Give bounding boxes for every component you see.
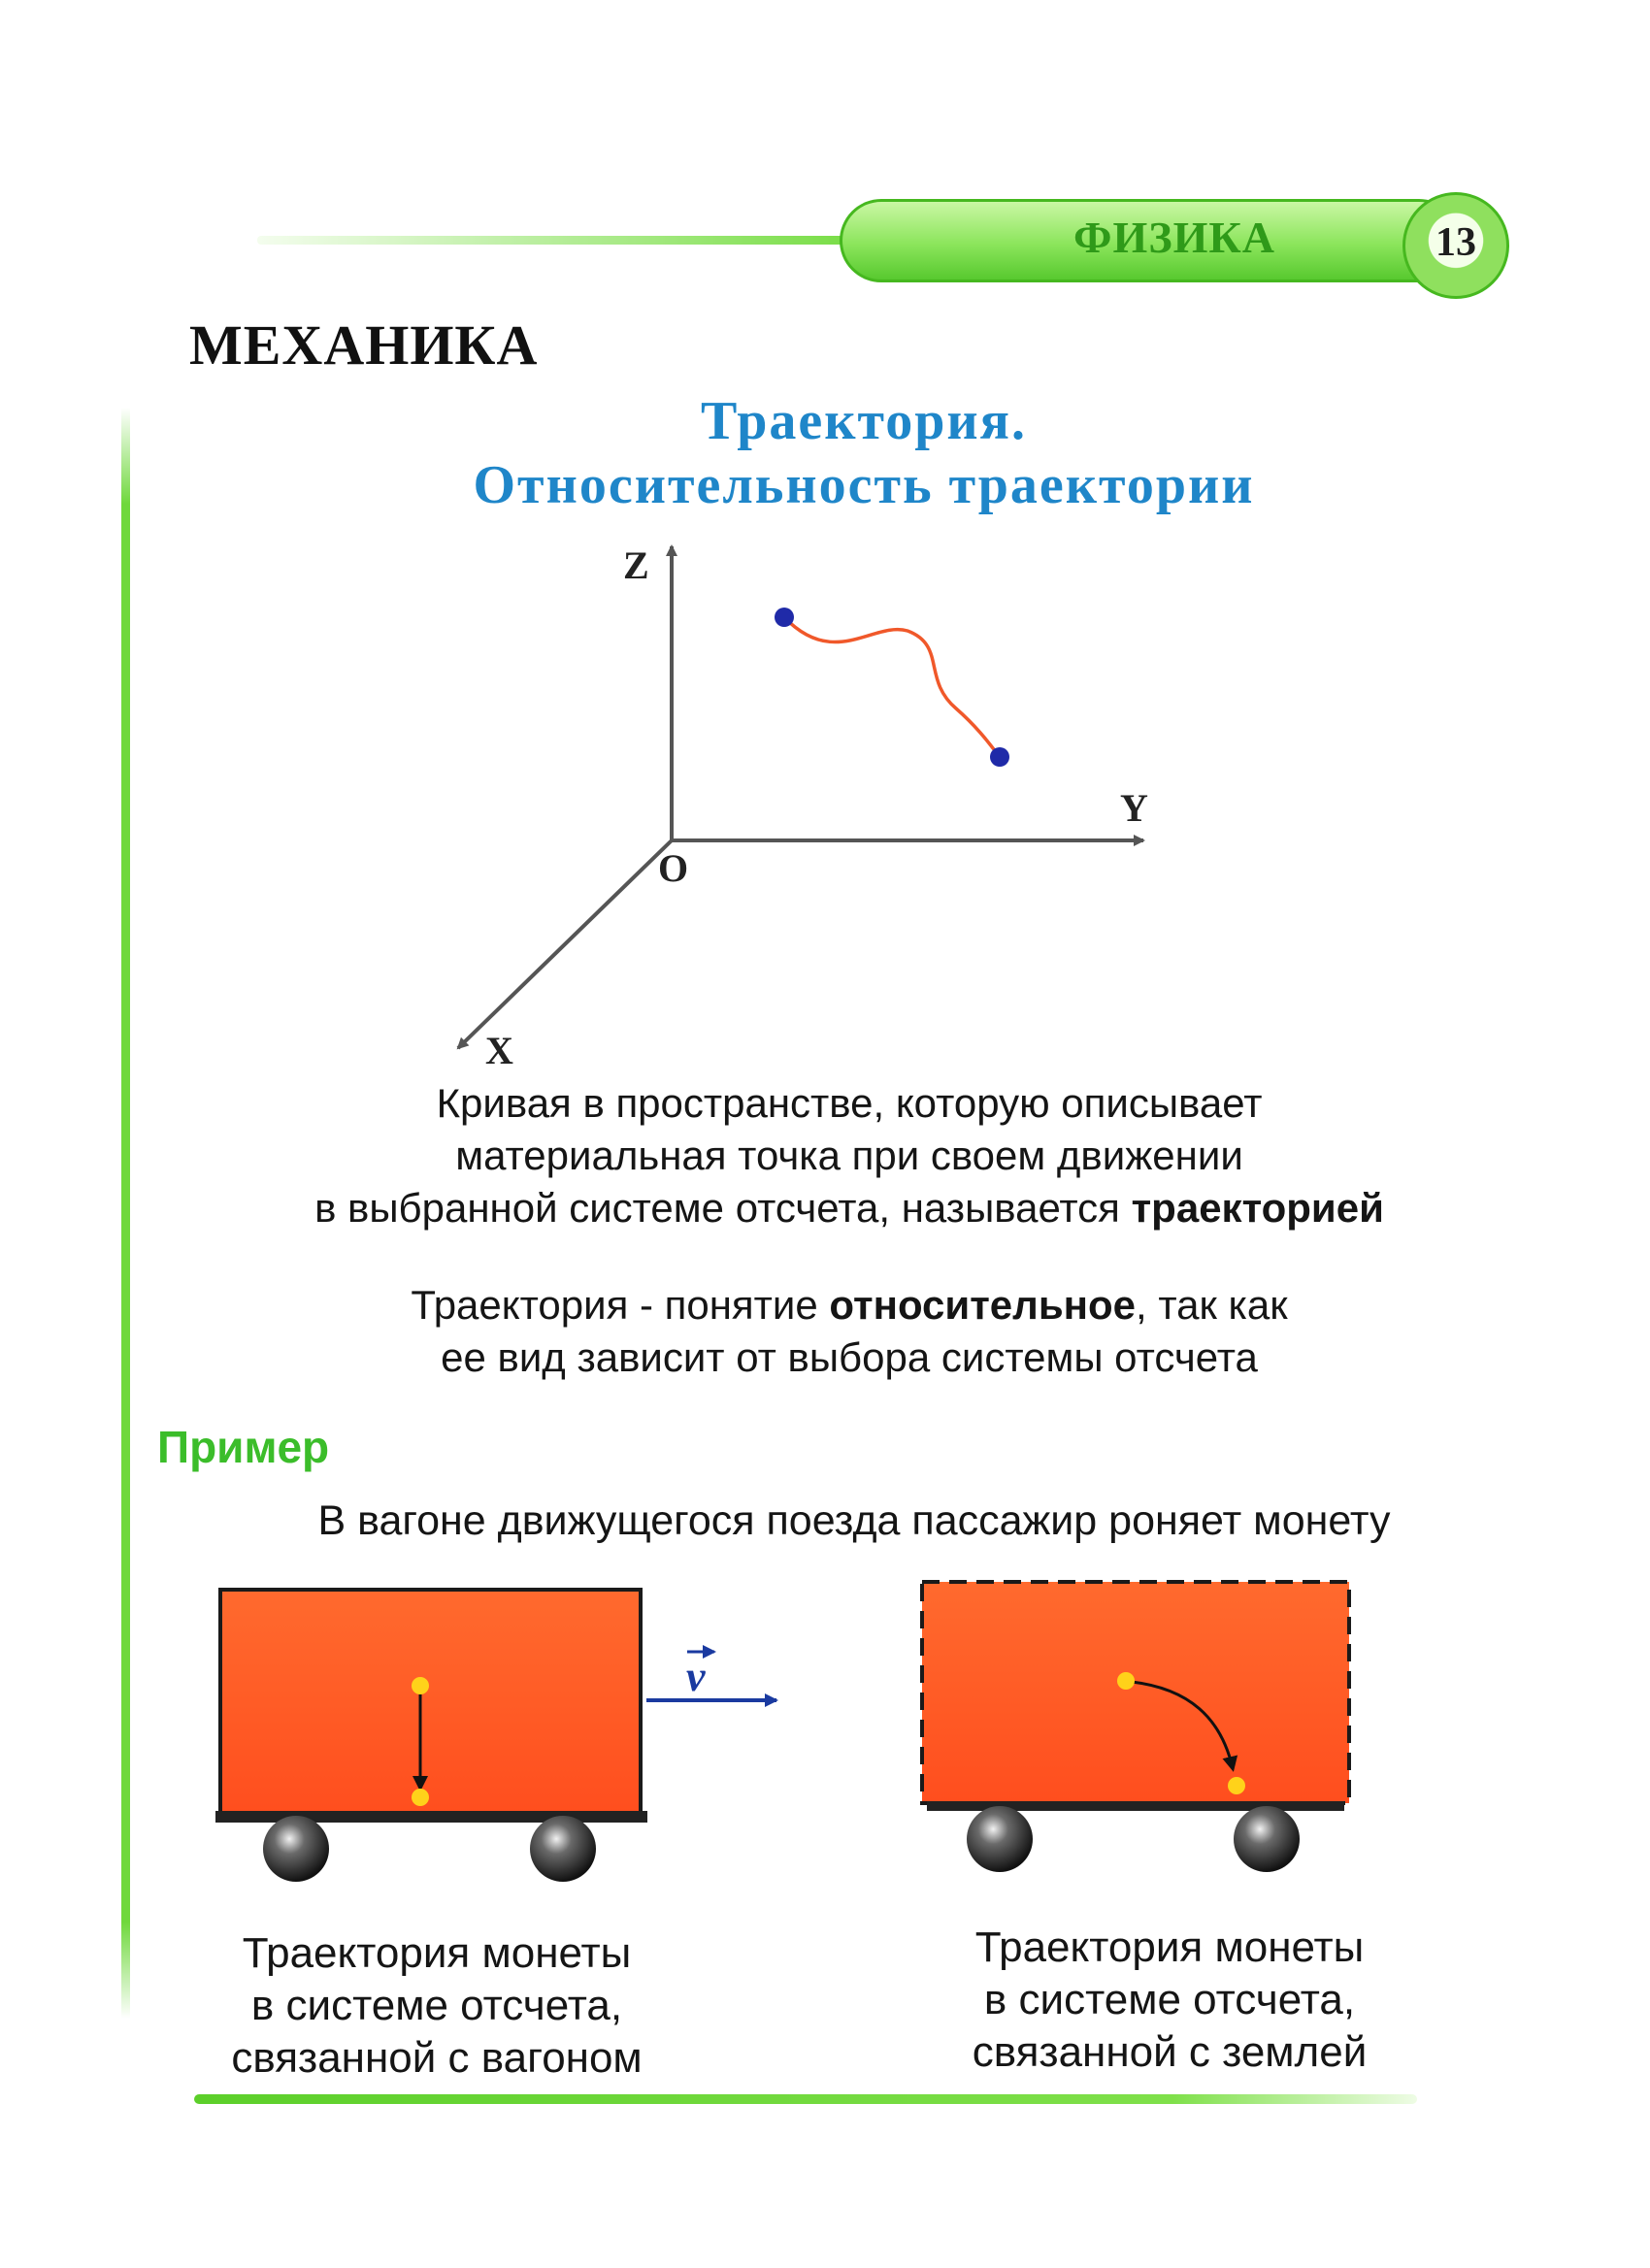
x-axis-label: X	[485, 1029, 513, 1072]
coin-end	[412, 1789, 429, 1806]
relativity-line1-prefix: Траектория - понятие	[411, 1282, 830, 1328]
caption-left	[194, 1927, 679, 2085]
caption-right-line3: связанной с землей	[972, 2028, 1368, 2076]
relativity-line2: ее вид зависит от выбора системы отсчета	[441, 1334, 1258, 1380]
coin-start	[412, 1677, 429, 1694]
definition-line1: Кривая в пространстве, которую описывает	[436, 1080, 1263, 1126]
example-heading: Пример	[157, 1422, 330, 1472]
wheel	[263, 1816, 329, 1882]
wheel	[530, 1816, 596, 1882]
wagon-right	[922, 1582, 1349, 1872]
x-axis	[458, 840, 672, 1048]
wagon-left	[215, 1590, 647, 1882]
topic-title-line2: Относительность траектории	[473, 455, 1255, 515]
caption-right-line2: в системе отсчета,	[983, 1976, 1356, 2023]
z-axis-label: Z	[623, 543, 649, 587]
relativity-term: относительное	[829, 1282, 1137, 1328]
velocity-label: v	[686, 1653, 706, 1700]
caption-left-line1: Траектория монеты	[242, 1929, 632, 1977]
coin-end	[1228, 1777, 1245, 1794]
example-text: В вагоне движущегося поезда пассажир роняет монету	[317, 1497, 1391, 1544]
page-number: 13	[1436, 220, 1476, 265]
relativity-line1-suffix: , так как	[1136, 1282, 1288, 1328]
caption-left-line3: связанной с вагоном	[231, 2034, 643, 2082]
start-point	[775, 608, 794, 627]
definition-term: траекторией	[1131, 1185, 1384, 1231]
wheel	[1234, 1806, 1300, 1872]
subject-label: ФИЗИКА	[1073, 213, 1275, 262]
end-point	[990, 747, 1009, 767]
caption-right-line1: Траектория монеты	[974, 1923, 1365, 1971]
caption-left-line2: в системе отсчета,	[250, 1982, 623, 2029]
definition-line3-text: в выбранной системе отсчета, называется	[314, 1185, 1132, 1231]
definition-line3	[175, 1182, 1524, 1234]
relativity-paragraph	[175, 1279, 1524, 1384]
relativity-line1	[175, 1279, 1524, 1331]
topic-title-line1: Траектория.	[701, 391, 1027, 451]
trajectory-curve	[784, 617, 1000, 757]
y-axis-label: Y	[1120, 786, 1148, 830]
definition-line2: материальная точка при своем движении	[455, 1133, 1243, 1178]
origin-label: O	[658, 846, 689, 890]
coin-start	[1117, 1672, 1135, 1690]
caption-right	[917, 1922, 1422, 2079]
wheel	[967, 1806, 1033, 1872]
section-title: МЕХАНИКА	[189, 313, 539, 377]
definition-paragraph	[175, 1077, 1524, 1234]
